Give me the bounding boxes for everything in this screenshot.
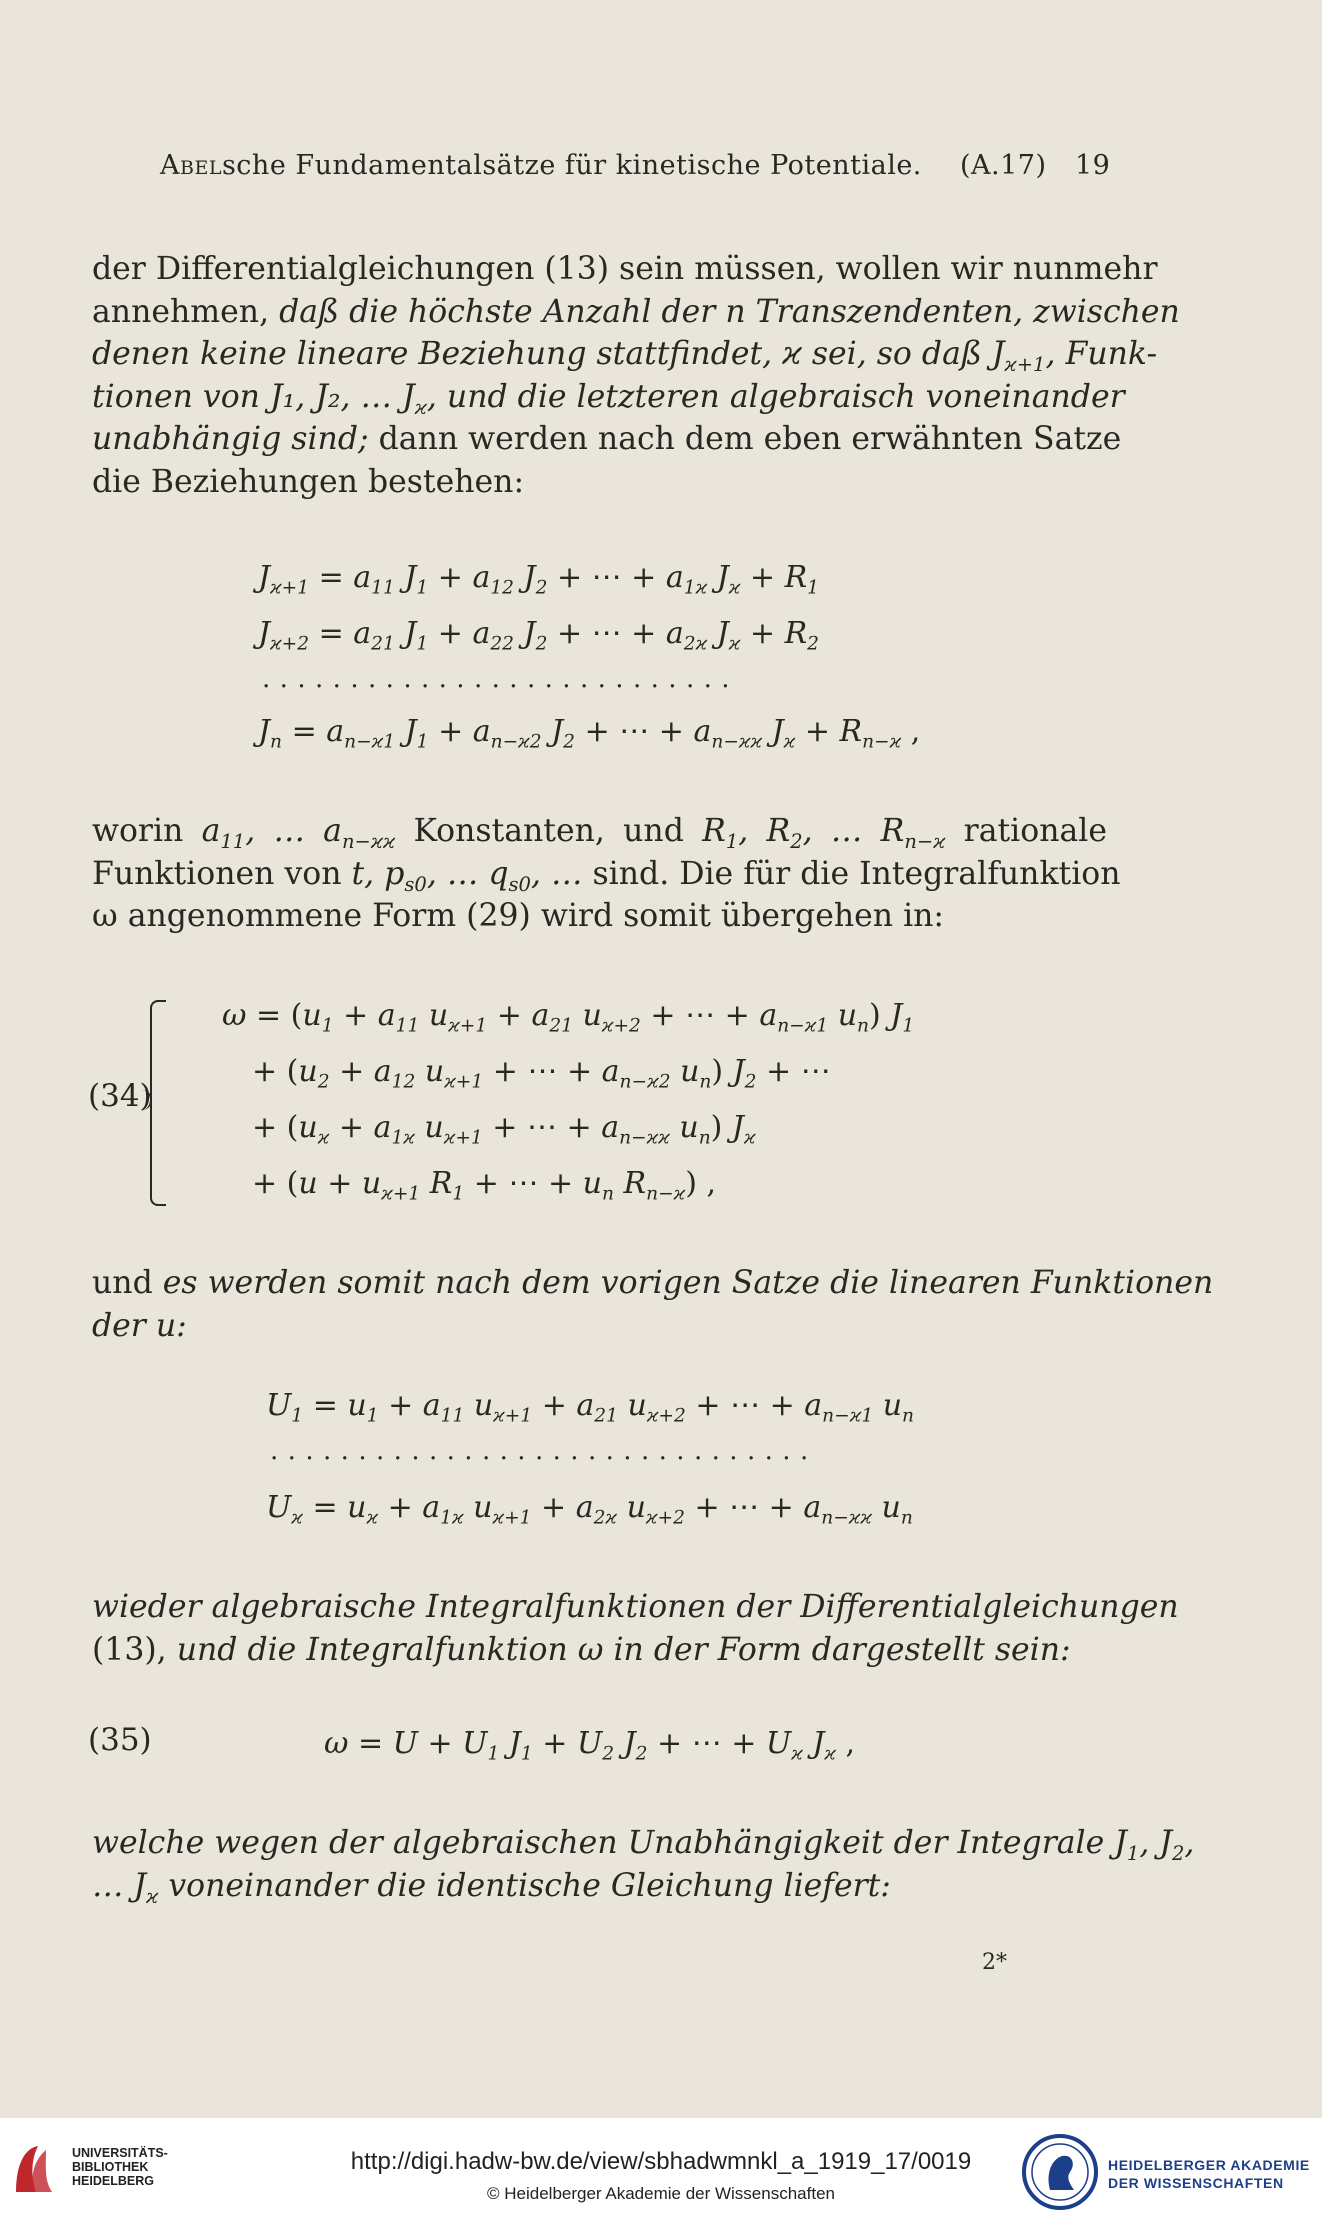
p3-line-1: und es werden somit nach dem vorigen Satze die linearen Funktionen [92, 1265, 1214, 1301]
p2-line-1: worin $a_{11}$, … $a_{n-ϰϰ}$ Konstanten, und $R_1$, $R_2$, … $R_{n-ϰ}$ rationale [92, 813, 1107, 853]
p5-line-2: … $J_ϰ$ voneinander die identische Gleichung liefert: [92, 1867, 891, 1908]
ub-logo-text: UNIVERSITÄTS- BIBLIOTHEK HEIDELBERG [72, 2146, 168, 2188]
p3-line-2: der u: [92, 1307, 187, 1344]
left-brace [150, 1000, 166, 1206]
p1-line-1: der Differentialgleichungen (13) sein müssen, wollen wir nunmehr [92, 251, 1158, 287]
source-url-link[interactable]: http://digi.hadw-bw.de/view/sbhadwmnkl_a_1919_17/0019 [350, 2148, 972, 2175]
p1-line-6: die Beziehungen bestehen: [92, 463, 525, 500]
p2-line-3: ω angenommene Form (29) wird somit übergehen in: [92, 898, 945, 934]
p5-line-1: welche wegen der algebraischen Unabhängigkeit der Integrale $J_1$, $J_2$, [92, 1825, 1195, 1865]
running-head-title: sche Fundamentalsätze für kinetische Potentiale. [221, 150, 922, 181]
p1-line-3: denen keine lineare Beziehung stattfindet, ϰ sei, so daß $J_{ϰ+1}$, Funk- [92, 336, 1158, 376]
paragraph-2 [92, 810, 1121, 938]
eq34-line-3: + ($u_ϰ + a_{1ϰ}$ $u_{ϰ+1}$ + ⋯ + $a_{n-ϰϰ}$ $u_n$) $J_ϰ$ [252, 1110, 756, 1149]
copyright-notice: © Heidelberger Akademie der Wissenschaften [487, 2184, 835, 2203]
p1-line-2: annehmen, daß die höchste Anzahl der n Transzendenten, zwischen [92, 293, 1180, 330]
equation-Uk: $U_ϰ = u_ϰ + a_{1ϰ}$ $u_{ϰ+1} + a_{2ϰ}$ $u_{ϰ+2}$ + ⋯ + $a_{n-ϰϰ}$ $u_n$ [266, 1490, 913, 1529]
eq34-line-1: $\omega = (u_1 + a_{11}$ $u_{ϰ+1} + a_{21}$ $u_{ϰ+2}$ + ⋯ + $a_{n-ϰ1}$ $u_n$) $J_1$ [222, 998, 915, 1037]
footer-bar [0, 2118, 1322, 2218]
paragraph-4 [92, 1586, 1179, 1671]
equation-J-n: $J_n = a_{n-ϰ1}$ $J_1 + a_{n-ϰ2}$ $J_2$ + ⋯ + $a_{n-ϰϰ}$ $J_ϰ + R_{n-ϰ}$ , [258, 714, 921, 753]
running-head [160, 150, 1110, 181]
section-reference: (A.17) [960, 150, 1047, 181]
hadw-logo [1020, 2132, 1320, 2212]
equation-J-k2: $J_{ϰ+2} = a_{21}$ $J_1 + a_{22}$ $J_2$ + ⋯ + $a_{2ϰ}$ $J_ϰ + R_2$ [258, 616, 820, 655]
paragraph-1 [92, 248, 1180, 503]
eq34-line-4: + ($u + u_{ϰ+1}$ $R_1$ + ⋯ + $u_n$ $R_{n-ϰ}$) , [252, 1166, 717, 1205]
dot-leader-2: ............................... [270, 1436, 818, 1466]
p1-line-4: tionen von J₁, J₂, … $J_ϰ$, und die letzteren algebraisch voneinander [92, 378, 1125, 419]
p2-line-2: Funktionen von t, $p_{s0}$, … $q_{s0}$, … sind. Die für die Integralfunktion [92, 855, 1121, 896]
p4-line-2: (13), und die Integralfunktion ω in der Form dargestellt sein: [92, 1631, 1071, 1668]
p4-line-1: wieder algebraische Integralfunktionen der Differentialgleichungen [92, 1589, 1179, 1625]
equation-35: $\omega = U + U_1$ $J_1 + U_2$ $J_2$ + ⋯ + $U_ϰ$ $J_ϰ$ , [324, 1726, 856, 1765]
equation-U1: $U_1 = u_1 + a_{11}$ $u_{ϰ+1} + a_{21}$ $u_{ϰ+2}$ + ⋯ + $a_{n-ϰ1}$ $u_n$ [266, 1388, 914, 1427]
page-number: 19 [1075, 150, 1111, 181]
paragraph-5 [92, 1822, 1195, 1908]
eq34-line-2: + ($u_2 + a_{12}$ $u_{ϰ+1}$ + ⋯ + $a_{n-ϰ2}$ $u_n$) $J_2$ + ⋯ [252, 1054, 831, 1093]
equation-number-34: (34) [88, 1078, 152, 1114]
equation-J-k1: $J_{ϰ+1} = a_{11}$ $J_1 + a_{12}$ $J_2$ + ⋯ + $a_{1ϰ}$ $J_ϰ + R_1$ [258, 560, 820, 599]
running-head-author: Abel [160, 150, 222, 181]
signature-mark: 2* [982, 1950, 1007, 1975]
equation-number-35: (35) [88, 1722, 152, 1758]
paragraph-3 [92, 1262, 1214, 1347]
p1-line-5: unabhängig sind; dann werden nach dem eben erwähnten Satze [92, 421, 1122, 457]
hadw-seal-icon [1020, 2132, 1100, 2212]
hadw-logo-text: HEIDELBERGER AKADEMIE DER WISSENSCHAFTEN [1108, 2157, 1310, 2191]
dot-leader-1: ........................... [262, 664, 739, 694]
